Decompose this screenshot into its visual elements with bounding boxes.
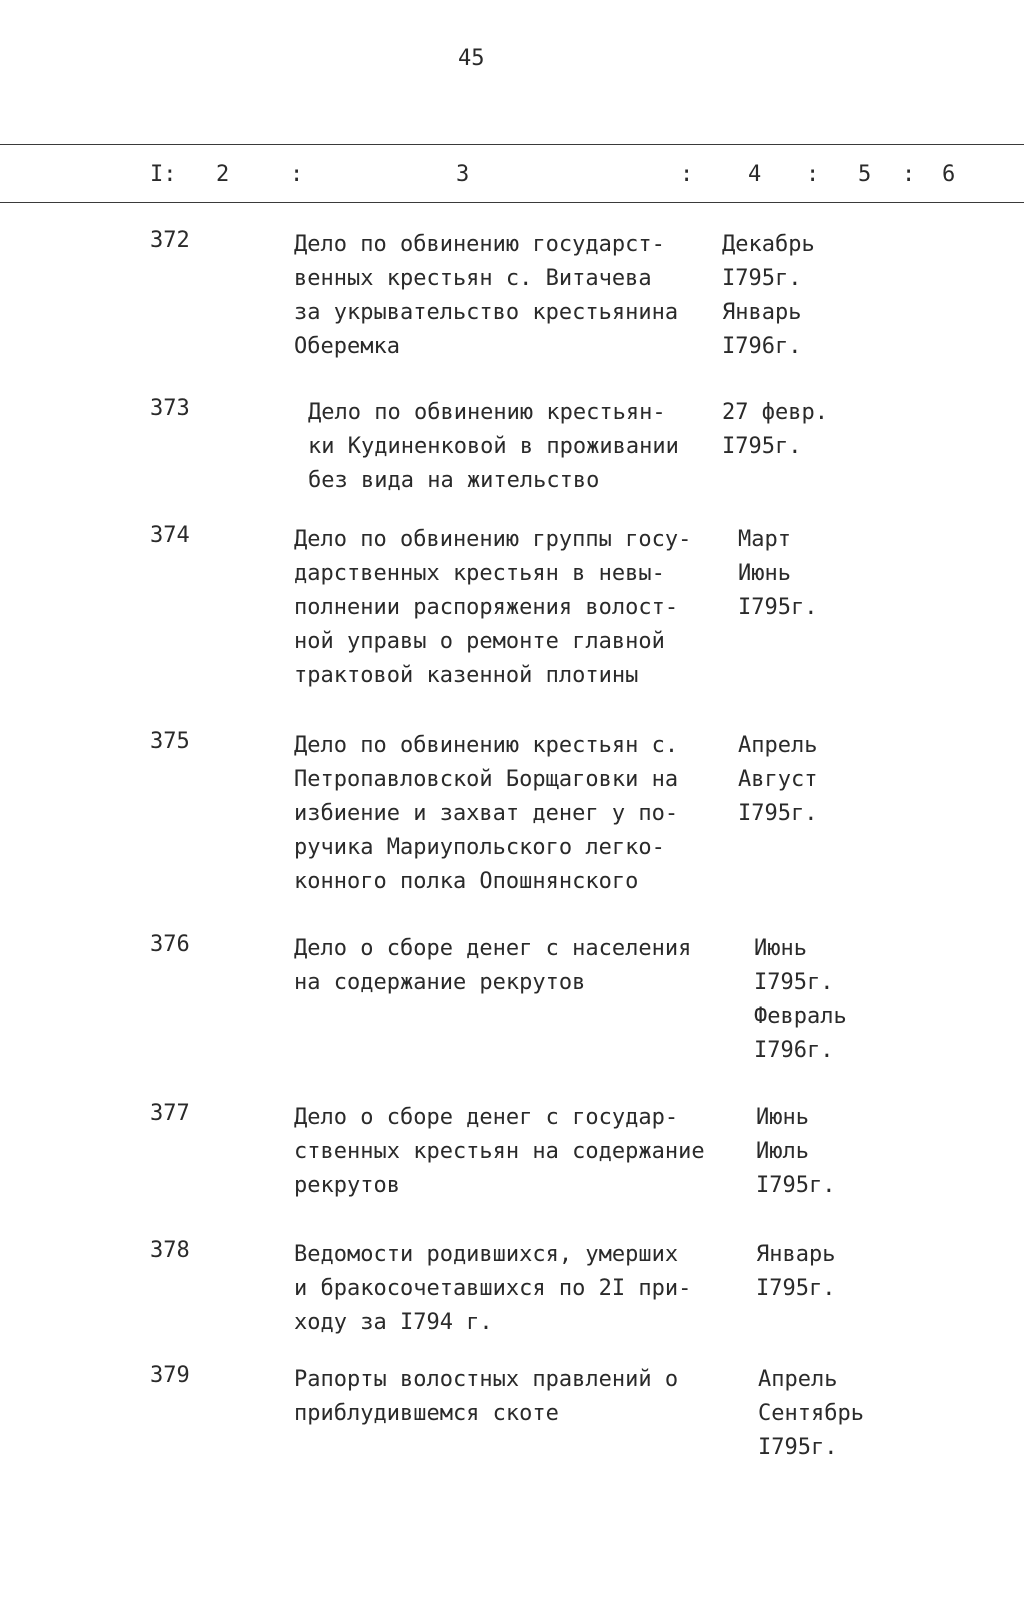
entry-number: 374 [150,523,190,548]
entry-date-line: Сентябрь [758,1401,864,1426]
entry-date-line: Апрель [758,1367,838,1392]
entry-title [294,932,724,1000]
entry-date-line: 27 февр. [722,400,828,425]
entry-title-line: Петропавловской Борщаговки на [294,767,679,792]
entry-title-line: избиение и захват денег у по- [294,801,679,826]
entry-title-line: Ведомости родившихся, умерших [294,1242,679,1267]
entry-date-line: Март [738,527,791,552]
entry-date-line: Февраль [754,1004,847,1029]
entry-title-line: за укрывательство крестьянина [294,300,679,325]
table-header-rule [0,202,1024,203]
entry-title-line: ручика Мариупольского легко- [294,835,665,860]
entry-date-line: I796г. [722,334,802,359]
table-top-rule [0,144,1024,145]
column-header-6: 6 [942,162,956,187]
entry-number: 376 [150,932,190,957]
entry-title-line: без вида на жительство [308,468,600,493]
entry-title-line: Дело по обвинению крестьян- [308,400,666,425]
entry-date-line: Июнь [738,561,791,586]
entry-title [294,228,724,364]
entry-title [294,729,724,899]
entry-date [758,1363,864,1465]
entry-title-line: и бракосочетавшихся по 2I при- [294,1276,692,1301]
entry-title [294,1363,724,1431]
entry-title-line: ки Кудиненковой в проживании [308,434,679,459]
entry-title-line: трактовой казенной плотины [294,663,639,688]
entry-title-line: Дело по обвинению крестьян с. [294,733,679,758]
entry-date-line: Апрель [738,733,818,758]
entry-date-line: Июнь [756,1105,809,1130]
entry-number: 378 [150,1238,190,1263]
entry-date [738,523,817,625]
entry-number: 373 [150,396,190,421]
column-separator: : [680,162,694,187]
entry-date-line: Июнь [754,936,807,961]
entry-title [294,523,724,693]
column-header-3: 3 [456,162,470,187]
entry-title-line: венных крестьян с. Витачева [294,266,652,291]
entry-title-line: дарственных крестьян в невы- [294,561,665,586]
entry-title-line: Рапорты волостных правлений о [294,1367,679,1392]
entry-title-line: Оберемка [294,334,400,359]
entry-title-line: конного полка Опошнянского [294,869,639,894]
entry-date-line: Январь [722,300,802,325]
entry-date-line: I795г. [756,1276,836,1301]
entry-title [294,1238,724,1340]
entry-date-line: Декабрь [722,232,815,257]
page-number: 45 [458,46,485,71]
column-header-5: 5 [858,162,872,187]
entry-title-line: ственных крестьян на содержание [294,1139,705,1164]
column-separator: : [902,162,916,187]
entry-title-line: рекрутов [294,1173,400,1198]
entry-title [294,1101,724,1203]
column-header-1: I: [150,162,177,187]
entry-date [756,1101,835,1203]
column-header-4: 4 [748,162,762,187]
entry-date [754,932,847,1068]
entry-date-line: Август [738,767,818,792]
entry-title [308,396,738,498]
column-separator: : [806,162,820,187]
entry-date-line: I795г. [758,1435,838,1460]
entry-date-line: I796г. [754,1038,834,1063]
entry-number: 377 [150,1101,190,1126]
entry-date-line: Июль [756,1139,809,1164]
column-separator: : [290,162,304,187]
entry-date-line: I795г. [754,970,834,995]
entry-title-line: Дело о сборе денег с населения [294,936,692,961]
entry-title-line: Дело о сборе денег с государ- [294,1105,679,1130]
entry-date-line: I795г. [738,801,818,826]
entry-number: 375 [150,729,190,754]
entry-date-line: I795г. [722,434,802,459]
entry-date [722,396,828,464]
entry-title-line: полнении распоряжения волост- [294,595,679,620]
entry-date [756,1238,835,1306]
entry-date [722,228,815,364]
entry-date-line: I795г. [738,595,818,620]
column-header-2: 2 [216,162,230,187]
entry-title-line: ходу за I794 г. [294,1310,493,1335]
entry-date [738,729,817,831]
entry-title-line: на содержание рекрутов [294,970,586,995]
entry-title-line: Дело по обвинению группы госу- [294,527,692,552]
entry-title-line: Дело по обвинению государст- [294,232,665,257]
entry-title-line: ной управы о ремонте главной [294,629,665,654]
entry-number: 372 [150,228,190,253]
entry-date-line: I795г. [756,1173,836,1198]
entry-date-line: I795г. [722,266,802,291]
entry-date-line: Январь [756,1242,836,1267]
entry-number: 379 [150,1363,190,1388]
entry-title-line: приблудившемся скоте [294,1401,559,1426]
